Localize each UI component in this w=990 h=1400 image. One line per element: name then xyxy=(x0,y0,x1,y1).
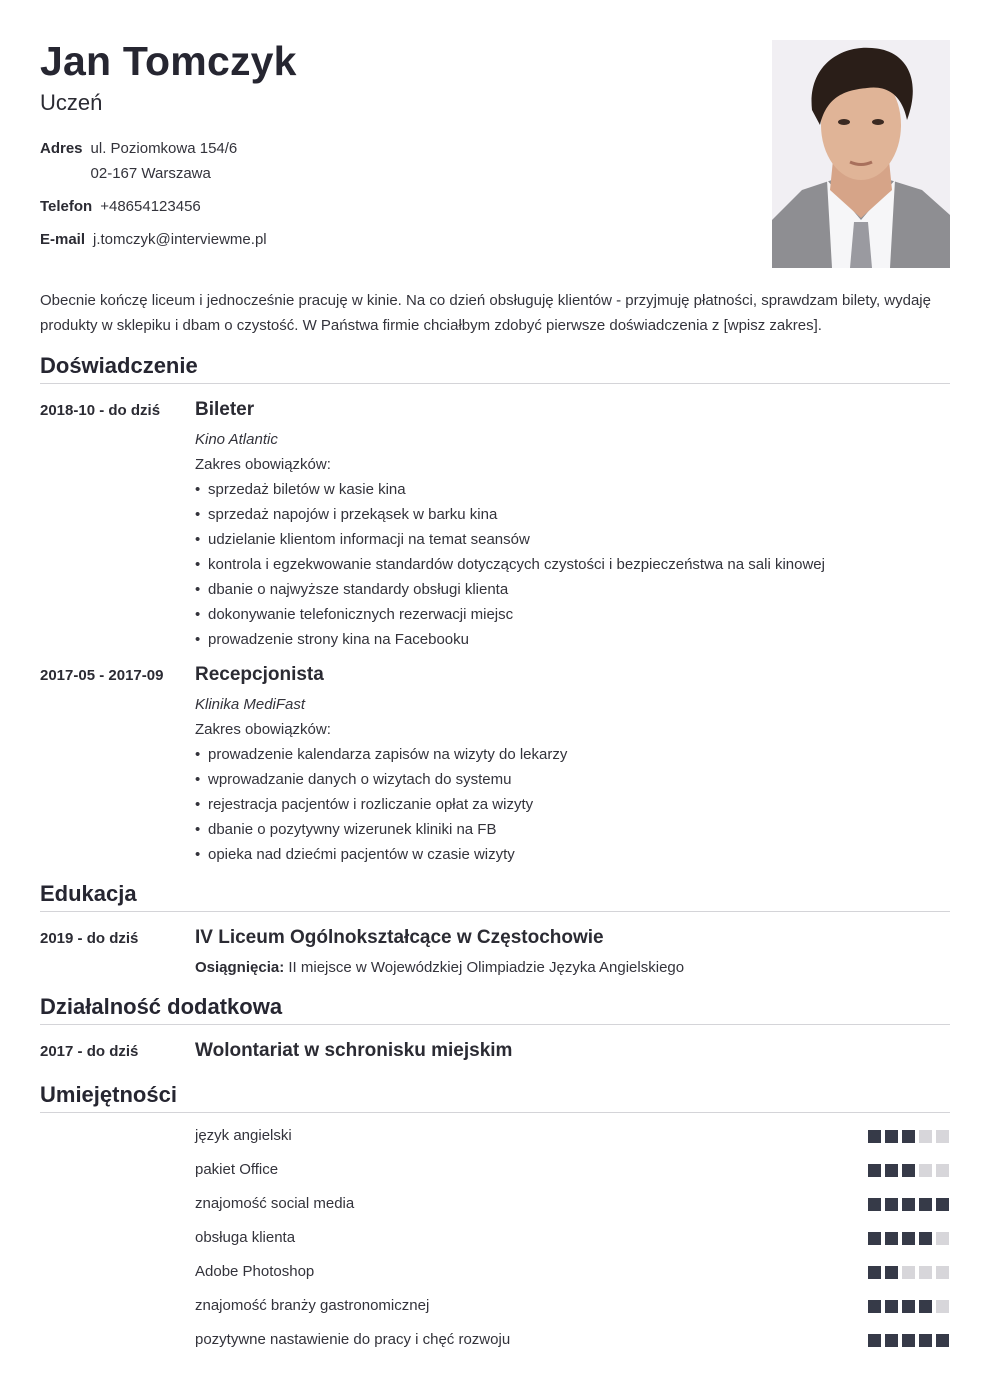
rating-filled-icon xyxy=(885,1198,898,1211)
job-title: Recepcjonista xyxy=(195,664,324,685)
duty-item: • prowadzenie strony kina na Facebooku xyxy=(195,627,950,652)
rating-filled-icon xyxy=(902,1334,915,1347)
rating-filled-icon xyxy=(868,1334,881,1347)
profile-photo-icon xyxy=(772,40,950,268)
company-name: Klinika MediFast xyxy=(195,696,306,713)
bullet-icon: • xyxy=(195,746,201,763)
contact-address xyxy=(40,136,267,186)
skill-row xyxy=(40,1158,950,1192)
rating-empty-icon xyxy=(936,1232,949,1245)
email-label: E-mail xyxy=(40,231,86,248)
entry-date: 2017 - do dziś xyxy=(40,1043,139,1060)
section-title-activities: Działalność dodatkowa xyxy=(40,994,950,1025)
rating-filled-icon xyxy=(902,1164,915,1177)
duties-label: Zakres obowiązków: xyxy=(195,721,331,738)
candidate-role: Uczeń xyxy=(40,90,103,115)
entry-body xyxy=(195,398,950,652)
duty-item: • sprzedaż napojów i przekąsek w barku kina xyxy=(195,502,950,527)
skill-rating xyxy=(868,1300,949,1313)
section-title-experience: Doświadczenie xyxy=(40,353,950,384)
rating-filled-icon xyxy=(919,1334,932,1347)
entry-date: 2017-05 - 2017-09 xyxy=(40,667,164,684)
rating-filled-icon xyxy=(868,1266,881,1279)
bullet-icon: • xyxy=(195,556,201,573)
rating-filled-icon xyxy=(885,1130,898,1143)
duty-item: • dbanie o najwyższe standardy obsługi klienta xyxy=(195,577,950,602)
rating-filled-icon xyxy=(868,1130,881,1143)
phone-value: +48654123456 xyxy=(100,198,201,215)
entry-body xyxy=(195,926,950,980)
duty-item: • sprzedaż biletów w kasie kina xyxy=(195,477,950,502)
rating-empty-icon xyxy=(919,1164,932,1177)
rating-filled-icon xyxy=(885,1232,898,1245)
bullet-icon: • xyxy=(195,506,201,523)
bullet-icon: • xyxy=(195,481,201,498)
section-title-skills: Umiejętności xyxy=(40,1082,950,1113)
rating-filled-icon xyxy=(885,1164,898,1177)
skill-row xyxy=(40,1192,950,1226)
skill-row xyxy=(40,1124,950,1158)
rating-filled-icon xyxy=(868,1198,881,1211)
rating-empty-icon xyxy=(919,1266,932,1279)
rating-filled-icon xyxy=(936,1198,949,1211)
rating-filled-icon xyxy=(885,1334,898,1347)
bullet-icon: • xyxy=(195,631,201,648)
entry-date: 2018-10 - do dziś xyxy=(40,402,161,419)
skill-row xyxy=(40,1294,950,1328)
bullet-icon: • xyxy=(195,771,201,788)
rating-empty-icon xyxy=(936,1266,949,1279)
skill-name: znajomość social media xyxy=(195,1195,355,1212)
rating-empty-icon xyxy=(936,1300,949,1313)
profile-photo xyxy=(772,40,950,268)
skill-name: obsługa klienta xyxy=(195,1229,296,1246)
rating-filled-icon xyxy=(919,1232,932,1245)
duty-item: • wprowadzanie danych o wizytach do systemu xyxy=(195,767,950,792)
rating-empty-icon xyxy=(902,1266,915,1279)
skill-rating xyxy=(868,1266,949,1279)
school-name: IV Liceum Ogólnokształcące w Częstochowie xyxy=(195,927,604,948)
address-value xyxy=(91,136,238,186)
skill-name: Adobe Photoshop xyxy=(195,1263,315,1280)
skill-rating xyxy=(868,1198,949,1211)
rating-empty-icon xyxy=(936,1164,949,1177)
skill-row xyxy=(40,1226,950,1260)
rating-filled-icon xyxy=(902,1198,915,1211)
skill-name: pozytywne nastawienie do pracy i chęć rozwoju xyxy=(195,1331,511,1348)
skill-row xyxy=(40,1328,950,1362)
duty-item: • kontrola i egzekwowanie standardów dotyczących czystości i bezpieczeństwa na sali kinowej xyxy=(195,552,950,577)
rating-filled-icon xyxy=(902,1130,915,1143)
entry-date: 2019 - do dziś xyxy=(40,930,139,947)
rating-filled-icon xyxy=(902,1232,915,1245)
achievements xyxy=(195,955,950,980)
skill-rating xyxy=(868,1164,949,1177)
company-name: Kino Atlantic xyxy=(195,431,278,448)
rating-filled-icon xyxy=(868,1300,881,1313)
skills-list xyxy=(40,1124,950,1362)
bullet-icon: • xyxy=(195,796,201,813)
candidate-name: Jan Tomczyk xyxy=(40,38,297,84)
email-value: j.tomczyk@interviewme.pl xyxy=(93,231,267,248)
bullet-icon: • xyxy=(195,531,201,548)
rating-empty-icon xyxy=(936,1130,949,1143)
section-title-education: Edukacja xyxy=(40,881,950,912)
duty-item: • dokonywanie telefonicznych rezerwacji miejsc xyxy=(195,602,950,627)
skill-rating xyxy=(868,1334,949,1347)
address-line-1: ul. Poziomkowa 154/6 xyxy=(90,140,238,157)
skill-name: język angielski xyxy=(195,1127,292,1144)
achievements-label: Osiągnięcia: xyxy=(195,959,285,976)
contact-email xyxy=(40,227,267,252)
duty-item: • prowadzenie kalendarza zapisów na wizyty do lekarzy xyxy=(195,742,950,767)
duties-label: Zakres obowiązków: xyxy=(195,456,331,473)
skill-name: znajomość branży gastronomicznej xyxy=(195,1297,430,1314)
entry-body xyxy=(195,1039,950,1068)
contact-phone xyxy=(40,194,267,219)
address-label: Adres xyxy=(40,140,83,157)
job-title: Bileter xyxy=(195,399,255,420)
profile-summary: Obecnie kończę liceum i jednocześnie pracuję w kinie. Na co dzień obsługuję klientów - przyjmuję płatności, sprawdzam bilety, wydaję produkty w sklepiku i dbam o czystość. W Państwa firmie chciałbym zdobyć pierwsze doświadczenia z [wpisz zakres]. xyxy=(40,292,931,334)
rating-filled-icon xyxy=(885,1300,898,1313)
bullet-icon: • xyxy=(195,581,201,598)
duties-list xyxy=(195,742,950,867)
duty-item: • dbanie o pozytywny wizerunek kliniki na FB xyxy=(195,817,950,842)
rating-filled-icon xyxy=(868,1232,881,1245)
phone-label: Telefon xyxy=(40,198,93,215)
duty-item: • opieka nad dziećmi pacjentów w czasie wizyty xyxy=(195,842,950,867)
rating-filled-icon xyxy=(902,1300,915,1313)
skill-name: pakiet Office xyxy=(195,1161,279,1178)
skill-rating xyxy=(868,1130,949,1143)
rating-empty-icon xyxy=(919,1130,932,1143)
duty-item: • udzielanie klientom informacji na temat seansów xyxy=(195,527,950,552)
duty-item: • rejestracja pacjentów i rozliczanie opłat za wizyty xyxy=(195,792,950,817)
contact-info xyxy=(40,136,267,260)
bullet-icon: • xyxy=(195,846,201,863)
activity-name: Wolontariat w schronisku miejskim xyxy=(195,1040,513,1061)
bullet-icon: • xyxy=(195,606,201,623)
entry-body xyxy=(195,663,950,867)
rating-filled-icon xyxy=(936,1334,949,1347)
achievements-text: II miejsce w Wojewódzkiej Olimpiadzie Języka Angielskiego xyxy=(288,959,685,976)
duties-list xyxy=(195,477,950,652)
rating-filled-icon xyxy=(885,1266,898,1279)
rating-filled-icon xyxy=(919,1300,932,1313)
skill-rating xyxy=(868,1232,949,1245)
address-line-2: 02-167 Warszawa xyxy=(90,165,211,182)
rating-filled-icon xyxy=(868,1164,881,1177)
rating-filled-icon xyxy=(919,1198,932,1211)
skill-row xyxy=(40,1260,950,1294)
bullet-icon: • xyxy=(195,821,201,838)
